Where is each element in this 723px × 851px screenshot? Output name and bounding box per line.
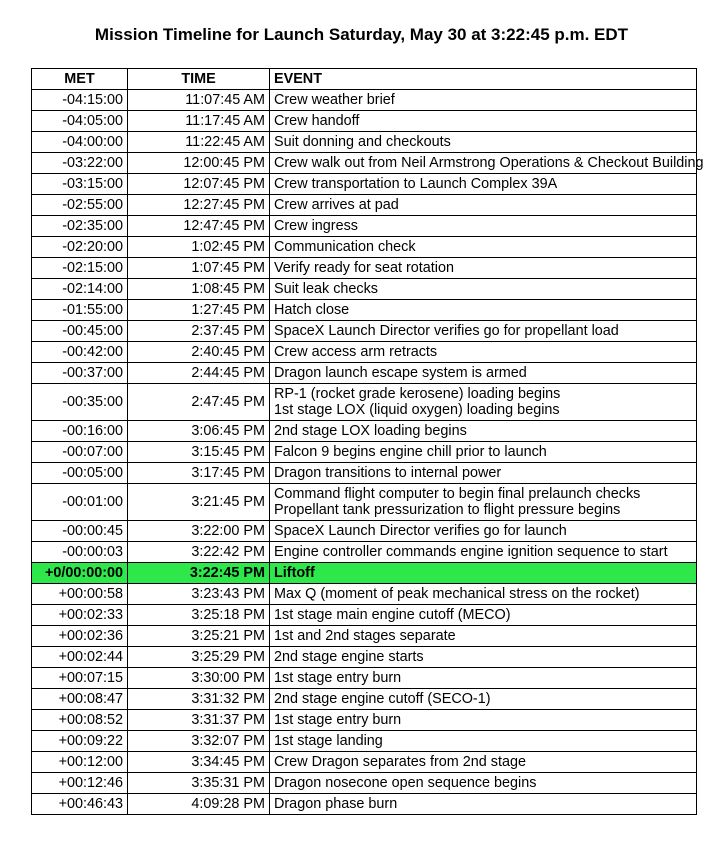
event-cell [270, 731, 697, 752]
time-cell: 11:22:45 AM [128, 132, 270, 153]
met-cell: +00:02:33 [32, 605, 128, 626]
event-text: Crew handoff [274, 113, 360, 129]
event-cell [270, 279, 697, 300]
table-row [32, 463, 697, 484]
table-row [32, 321, 697, 342]
event-cell [270, 321, 697, 342]
event-text: Command flight computer to begin final prelaunch checks [274, 486, 641, 502]
table-row [32, 710, 697, 731]
time-cell: 3:17:45 PM [128, 463, 270, 484]
met-cell: -00:01:00 [32, 484, 128, 521]
event-cell [270, 689, 697, 710]
time-cell: 11:07:45 AM [128, 90, 270, 111]
timeline-body [32, 90, 704, 815]
table-row [32, 153, 697, 174]
event-text: Dragon transitions to internal power [274, 465, 502, 481]
met-cell: -04:05:00 [32, 111, 128, 132]
time-cell: 3:32:07 PM [128, 731, 270, 752]
table-row [32, 237, 697, 258]
table-row [32, 132, 697, 153]
time-cell: 4:09:28 PM [128, 794, 270, 815]
event-cell [270, 752, 697, 773]
event-cell [270, 153, 704, 174]
table-row [32, 689, 697, 710]
table-row [32, 342, 697, 363]
event-text: Crew ingress [274, 218, 358, 234]
event-text: Suit donning and checkouts [274, 134, 451, 150]
time-cell: 1:02:45 PM [128, 237, 270, 258]
event-cell [270, 668, 697, 689]
event-text: Hatch close [274, 302, 350, 318]
met-cell: -00:05:00 [32, 463, 128, 484]
event-cell [270, 626, 697, 647]
table-row [32, 90, 697, 111]
event-text: SpaceX Launch Director verifies go for launch [274, 523, 567, 539]
event-text: Crew Dragon separates from 2nd stage [274, 754, 526, 770]
event-text: Liftoff [274, 565, 315, 581]
table-row [32, 174, 697, 195]
table-row [32, 300, 697, 321]
event-text: Falcon 9 begins engine chill prior to launch [274, 444, 547, 460]
table-row [32, 605, 697, 626]
met-cell: +00:08:52 [32, 710, 128, 731]
time-cell: 3:31:37 PM [128, 710, 270, 731]
met-cell: -04:00:00 [32, 132, 128, 153]
event-cell [270, 195, 697, 216]
event-cell [270, 794, 697, 815]
event-text: 1st stage entry burn [274, 712, 402, 728]
event-text: 1st stage landing [274, 733, 383, 749]
event-text: 2nd stage LOX loading begins [274, 423, 467, 439]
table-row [32, 542, 697, 563]
event-cell [270, 174, 697, 195]
event-cell [270, 647, 697, 668]
event-cell [270, 258, 697, 279]
table-row [32, 773, 697, 794]
met-cell: +00:02:36 [32, 626, 128, 647]
time-cell: 3:15:45 PM [128, 442, 270, 463]
time-cell: 3:31:32 PM [128, 689, 270, 710]
time-cell: 3:22:00 PM [128, 521, 270, 542]
time-cell: 11:17:45 AM [128, 111, 270, 132]
met-cell: +00:08:47 [32, 689, 128, 710]
met-cell: +00:12:46 [32, 773, 128, 794]
met-cell: -00:37:00 [32, 363, 128, 384]
time-cell: 2:44:45 PM [128, 363, 270, 384]
event-cell [270, 216, 697, 237]
met-cell: -02:14:00 [32, 279, 128, 300]
event-text: Crew arrives at pad [274, 197, 399, 213]
met-cell: +00:09:22 [32, 731, 128, 752]
event-cell [270, 463, 697, 484]
event-cell [270, 300, 697, 321]
document-title: Mission Timeline for Launch Saturday, May 30 at 3:22:45 p.m. EDT [94, 25, 629, 44]
time-cell: 1:27:45 PM [128, 300, 270, 321]
event-cell [270, 421, 697, 442]
event-text: Max Q (moment of peak mechanical stress on the rocket) [274, 586, 640, 602]
event-text: Crew transportation to Launch Complex 39A [274, 176, 558, 192]
table-row [32, 195, 697, 216]
event-text: SpaceX Launch Director verifies go for propellant load [274, 323, 619, 339]
met-column-header: MET [32, 69, 128, 90]
met-cell: -04:15:00 [32, 90, 128, 111]
event-text: Dragon launch escape system is armed [274, 365, 527, 381]
time-cell: 1:08:45 PM [128, 279, 270, 300]
met-cell: -02:15:00 [32, 258, 128, 279]
event-text: Crew access arm retracts [274, 344, 438, 360]
time-cell: 3:25:29 PM [128, 647, 270, 668]
time-cell: 1:07:45 PM [128, 258, 270, 279]
time-cell: 3:34:45 PM [128, 752, 270, 773]
table-row [32, 647, 697, 668]
met-cell: +00:02:44 [32, 647, 128, 668]
event-text: 1st stage main engine cutoff (MECO) [274, 607, 511, 623]
met-cell: -02:55:00 [32, 195, 128, 216]
table-row [32, 216, 697, 237]
table-row [32, 384, 697, 421]
met-cell: -00:45:00 [32, 321, 128, 342]
event-column-header: EVENT [270, 69, 697, 90]
met-cell: -02:20:00 [32, 237, 128, 258]
time-cell: 12:47:45 PM [128, 216, 270, 237]
event-cell [270, 710, 697, 731]
table-row [32, 363, 697, 384]
met-cell: +00:46:43 [32, 794, 128, 815]
event-cell [270, 132, 697, 153]
met-cell: -02:35:00 [32, 216, 128, 237]
event-text: RP-1 (rocket grade kerosene) loading begins [274, 386, 561, 402]
event-text: Crew weather brief [274, 92, 395, 108]
met-cell: -00:00:03 [32, 542, 128, 563]
event-cell [270, 773, 697, 794]
event-text: 1st stage LOX (liquid oxygen) loading begins [274, 402, 560, 418]
event-cell [270, 563, 697, 584]
event-cell [270, 605, 697, 626]
time-cell: 2:40:45 PM [128, 342, 270, 363]
event-cell [270, 90, 697, 111]
table-row [32, 111, 697, 132]
met-cell: +00:12:00 [32, 752, 128, 773]
event-text: Dragon phase burn [274, 796, 398, 812]
time-cell: 2:37:45 PM [128, 321, 270, 342]
event-cell [270, 237, 697, 258]
table-row [32, 279, 697, 300]
met-cell: -03:22:00 [32, 153, 128, 174]
event-cell [270, 521, 697, 542]
time-cell: 12:27:45 PM [128, 195, 270, 216]
time-cell: 2:47:45 PM [128, 384, 270, 421]
time-cell: 3:25:21 PM [128, 626, 270, 647]
event-text: Dragon nosecone open sequence begins [274, 775, 537, 791]
table-row [32, 584, 697, 605]
event-cell [270, 484, 697, 521]
event-cell [270, 111, 697, 132]
table-header-row [32, 69, 697, 90]
time-cell: 12:00:45 PM [128, 153, 270, 174]
event-text: Crew walk out from Neil Armstrong Operations & Checkout Building [274, 155, 704, 171]
met-cell: -00:07:00 [32, 442, 128, 463]
met-cell: +00:00:58 [32, 584, 128, 605]
time-column-header: TIME [128, 69, 270, 90]
event-cell [270, 384, 697, 421]
met-cell: -00:00:45 [32, 521, 128, 542]
table-row [32, 626, 697, 647]
event-cell [270, 584, 697, 605]
time-cell: 3:22:45 PM [128, 563, 270, 584]
table-row [32, 668, 697, 689]
table-row [32, 442, 697, 463]
table-row [32, 521, 697, 542]
event-text: Engine controller commands engine ignition sequence to start [274, 544, 668, 560]
met-cell: -03:15:00 [32, 174, 128, 195]
met-cell: -00:16:00 [32, 421, 128, 442]
time-cell: 3:23:43 PM [128, 584, 270, 605]
met-cell: -01:55:00 [32, 300, 128, 321]
event-text: 2nd stage engine starts [274, 649, 424, 665]
time-cell: 3:21:45 PM [128, 484, 270, 521]
event-cell [270, 542, 697, 563]
event-text: Suit leak checks [274, 281, 378, 297]
time-cell: 3:22:42 PM [128, 542, 270, 563]
table-row-highlighted [32, 563, 697, 584]
met-cell: -00:42:00 [32, 342, 128, 363]
met-cell: +0/00:00:00 [32, 563, 128, 584]
event-text: Propellant tank pressurization to flight pressure begins [274, 502, 621, 518]
table-row [32, 794, 697, 815]
table-row [32, 752, 697, 773]
event-text: Verify ready for seat rotation [274, 260, 454, 276]
met-cell: +00:07:15 [32, 668, 128, 689]
time-cell: 3:30:00 PM [128, 668, 270, 689]
event-text: Communication check [274, 239, 416, 255]
met-cell: -00:35:00 [32, 384, 128, 421]
event-text: 2nd stage engine cutoff (SECO-1) [274, 691, 491, 707]
table-row [32, 731, 697, 752]
event-cell [270, 342, 697, 363]
time-cell: 12:07:45 PM [128, 174, 270, 195]
table-row [32, 258, 697, 279]
event-cell [270, 363, 697, 384]
event-text: 1st and 2nd stages separate [274, 628, 456, 644]
time-cell: 3:06:45 PM [128, 421, 270, 442]
time-cell: 3:35:31 PM [128, 773, 270, 794]
event-text: 1st stage entry burn [274, 670, 402, 686]
table-row [32, 484, 697, 521]
time-cell: 3:25:18 PM [128, 605, 270, 626]
event-cell [270, 442, 697, 463]
table-row [32, 421, 697, 442]
mission-timeline-table [31, 68, 704, 815]
